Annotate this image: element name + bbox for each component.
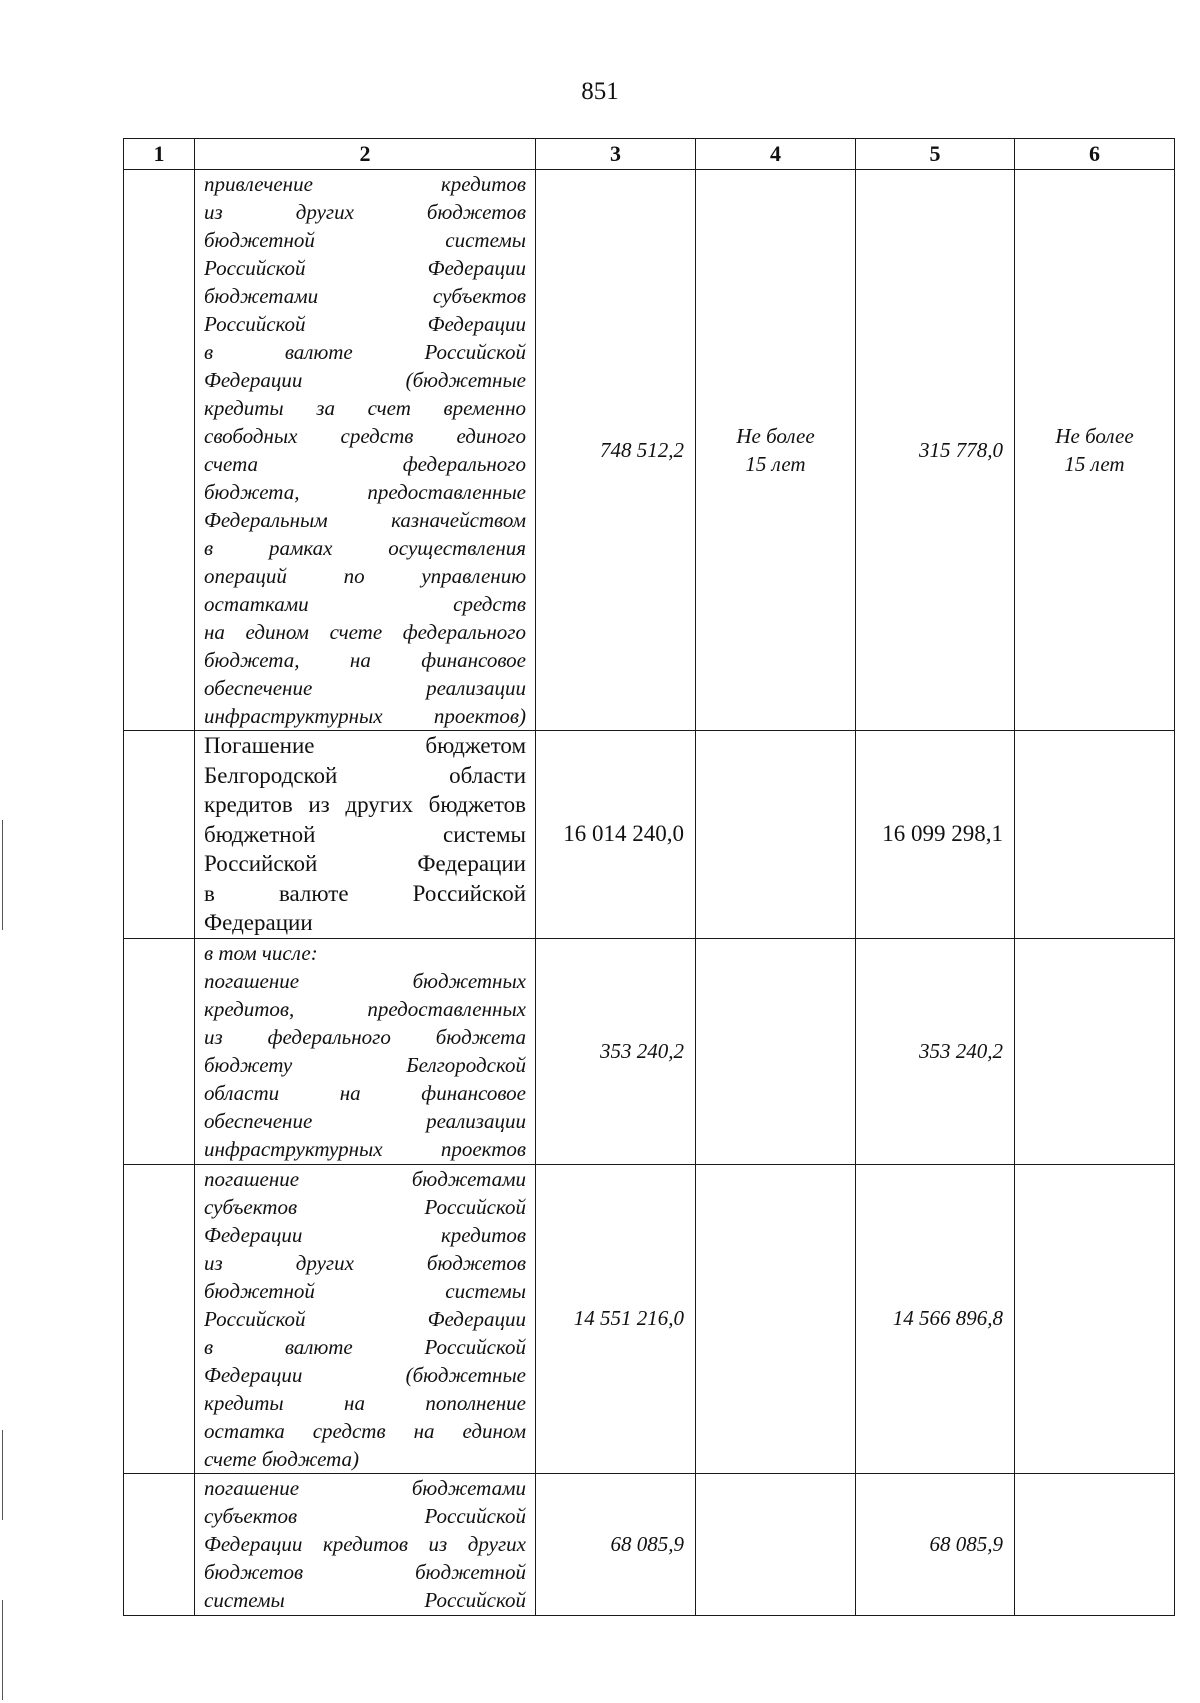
description-line: Федерации (бюджетные [204,1362,526,1387]
term-col4 [696,170,856,731]
row-number-cell [124,170,195,731]
description-line: бюджета, предоставленные [204,480,526,504]
amount-col5: 353 240,2 [856,938,1015,1164]
header-cell-4: 4 [696,139,856,170]
amount-col3: 14 551 216,0 [536,1164,696,1473]
scan-edge-mark [2,1430,3,1520]
term-col4 [696,938,856,1164]
scan-edge-mark [2,820,3,930]
amount-col3: 353 240,2 [536,938,696,1164]
description-line: на едином счете федерального [204,620,526,644]
description-line: инфраструктурных проектов) [204,704,526,728]
description-cell [195,1473,536,1615]
description-line: бюджету Белгородской [204,1052,526,1077]
description-line: привлечение кредитов [204,172,526,196]
header-cell-1: 1 [124,139,195,170]
term-line: Не более [1055,424,1134,448]
description-line: субъектов Российской [204,1194,526,1219]
amount-col3: 16 014 240,0 [536,731,696,939]
description-line: Российской Федерации [204,1306,526,1331]
description-line: Федерации кредитов из других [204,1531,526,1556]
description-line: бюджета, на финансовое [204,648,526,672]
table-row [124,1164,1175,1473]
description-line: из других бюджетов [204,200,526,224]
budget-table [123,138,1175,1616]
description-line: Российской Федерации [204,256,526,280]
description-line: субъектов Российской [204,1503,526,1528]
term-col6 [1015,938,1175,1164]
description-cell [195,1164,536,1473]
amount-col3: 748 512,2 [536,170,696,731]
description-line: бюджетной системы [204,821,526,847]
term-col6 [1015,731,1175,939]
table-row [124,1473,1175,1615]
scan-edge-mark [2,1600,3,1700]
description-line: обеспечение реализации [204,1108,526,1133]
description-line: в валюте Российской [204,1334,526,1359]
description-line: кредиты на пополнение [204,1390,526,1415]
term-line: Не более [736,424,815,448]
term-col4 [696,1473,856,1615]
row-number-cell [124,1473,195,1615]
amount-col5: 68 085,9 [856,1473,1015,1615]
amount-col5: 14 566 896,8 [856,1164,1015,1473]
description-line: погашение бюджетами [204,1475,526,1500]
description-line: Российской Федерации [204,851,526,876]
page-number: 851 [581,78,619,105]
description-cell [195,731,536,939]
term-col4 [696,1164,856,1473]
description-line: Российской Федерации [204,312,526,336]
description-line: системы Российской [204,1587,526,1612]
description-line: счете бюджета) [204,1446,360,1471]
description-line: кредитов, предоставленных [204,996,526,1021]
row-number-cell [124,938,195,1164]
table-row [124,170,1175,731]
description-line: погашение бюджетами [204,1166,526,1191]
description-line: операций по управлению [204,564,526,588]
description-line: кредитов из других бюджетов [204,792,526,817]
description-line: Погашение бюджетом [204,733,526,758]
header-cell-3: 3 [536,139,696,170]
header-cell-5: 5 [856,139,1015,170]
header-cell-2: 2 [195,139,536,170]
description-line: остатками средств [204,592,526,616]
description-line: остатка средств на едином [204,1418,526,1443]
description-line: из других бюджетов [204,1250,526,1275]
description-line: в валюте Российской [204,880,526,906]
description-line: Белгородской области [204,762,526,788]
description-line: Федеральным казначейством [204,508,526,532]
table-row [124,731,1175,939]
description-line: бюджетов бюджетной [204,1559,526,1584]
description-line: кредиты за счет временно [204,396,526,420]
description-cell [195,170,536,731]
description-line: Федерации [204,910,313,935]
term-col4 [696,731,856,939]
description-line: Федерации (бюджетные [204,368,526,392]
term-col6 [1015,170,1175,731]
description-line: счета федерального [204,452,526,476]
description-line: обеспечение реализации [204,676,526,700]
description-line: области на финансовое [204,1080,526,1105]
description-line: Федерации кредитов [204,1222,526,1247]
header-cell-6: 6 [1015,139,1175,170]
description-line: бюджетной системы [204,228,526,252]
header-row [124,139,1175,170]
description-line: инфраструктурных проектов [204,1136,526,1161]
row-number-cell [124,1164,195,1473]
term-col6 [1015,1164,1175,1473]
description-cell [195,938,536,1164]
term-col6 [1015,1473,1175,1615]
amount-col5: 16 099 298,1 [856,731,1015,939]
description-line: из федерального бюджета [204,1024,526,1049]
description-line: погашение бюджетных [204,968,526,993]
term-line: 15 лет [1064,452,1125,476]
description-line: бюджетной системы [204,1278,526,1303]
amount-col5: 315 778,0 [856,170,1015,731]
description-line: в рамках осуществления [204,536,526,560]
description-line: бюджетами субъектов [204,284,526,308]
description-line: в валюте Российской [204,340,526,364]
term-line: 15 лет [745,452,806,476]
description-line: в том числе: [204,940,318,965]
table-row [124,938,1175,1164]
description-line: свободных средств единого [204,424,526,448]
amount-col3: 68 085,9 [536,1473,696,1615]
row-number-cell [124,731,195,939]
